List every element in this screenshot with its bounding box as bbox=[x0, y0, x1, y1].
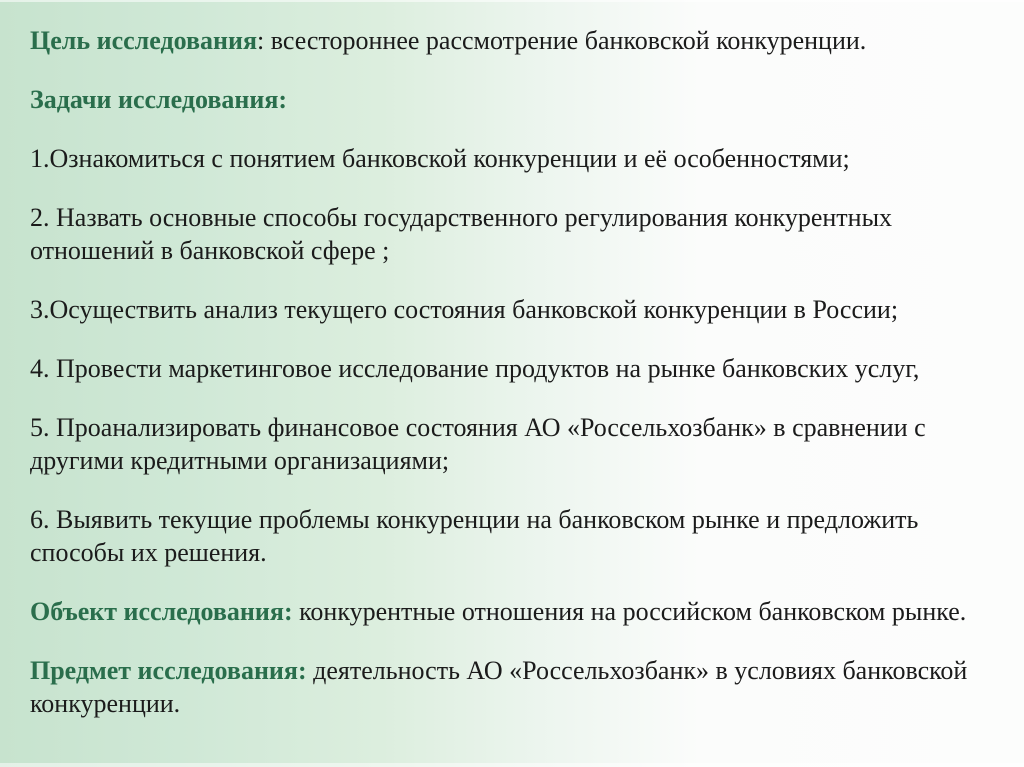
goal-text: всестороннее рассмотрение банковской конкуренции. bbox=[270, 26, 867, 55]
task-item-4: 4. Провести маркетинговое исследование продуктов на рынке банковских услуг, bbox=[30, 354, 920, 383]
subject-paragraph bbox=[30, 654, 986, 720]
task-item-3: 3.Осуществить анализ текущего состояния банковской конкуренции в России; bbox=[30, 295, 899, 324]
task-item-1: 1.Ознакомиться с понятием банковской конкуренции и её особенностями; bbox=[30, 144, 850, 173]
goal-label: Цель исследования bbox=[30, 26, 258, 55]
object-text: конкурентные отношения на российском банковском рынке. bbox=[299, 597, 967, 626]
object-label: Объект исследования: bbox=[30, 597, 293, 626]
task-item-5: 5. Проанализировать финансовое состояния АО «Россельхозбанк» в сравнении с другими кредитными организациями; bbox=[30, 413, 926, 475]
subject-label: Предмет исследования: bbox=[30, 656, 307, 685]
task-item-2: 2. Назвать основные способы государственного регулирования конкурентных отношений в банковской сфере ; bbox=[30, 203, 893, 265]
tasks-heading: Задачи исследования: bbox=[30, 85, 288, 114]
subject-text: деятельность АО «Россельхозбанк» в условиях банковской конкуренции. bbox=[30, 656, 968, 718]
goal-paragraph bbox=[30, 24, 986, 57]
slide-bottom-edge-highlight bbox=[0, 763, 1024, 767]
object-paragraph bbox=[30, 595, 986, 628]
task-item-6: 6. Выявить текущие проблемы конкуренции на банковском рынке и предложить способы их решения. bbox=[30, 505, 919, 567]
goal-separator: : bbox=[257, 26, 271, 55]
